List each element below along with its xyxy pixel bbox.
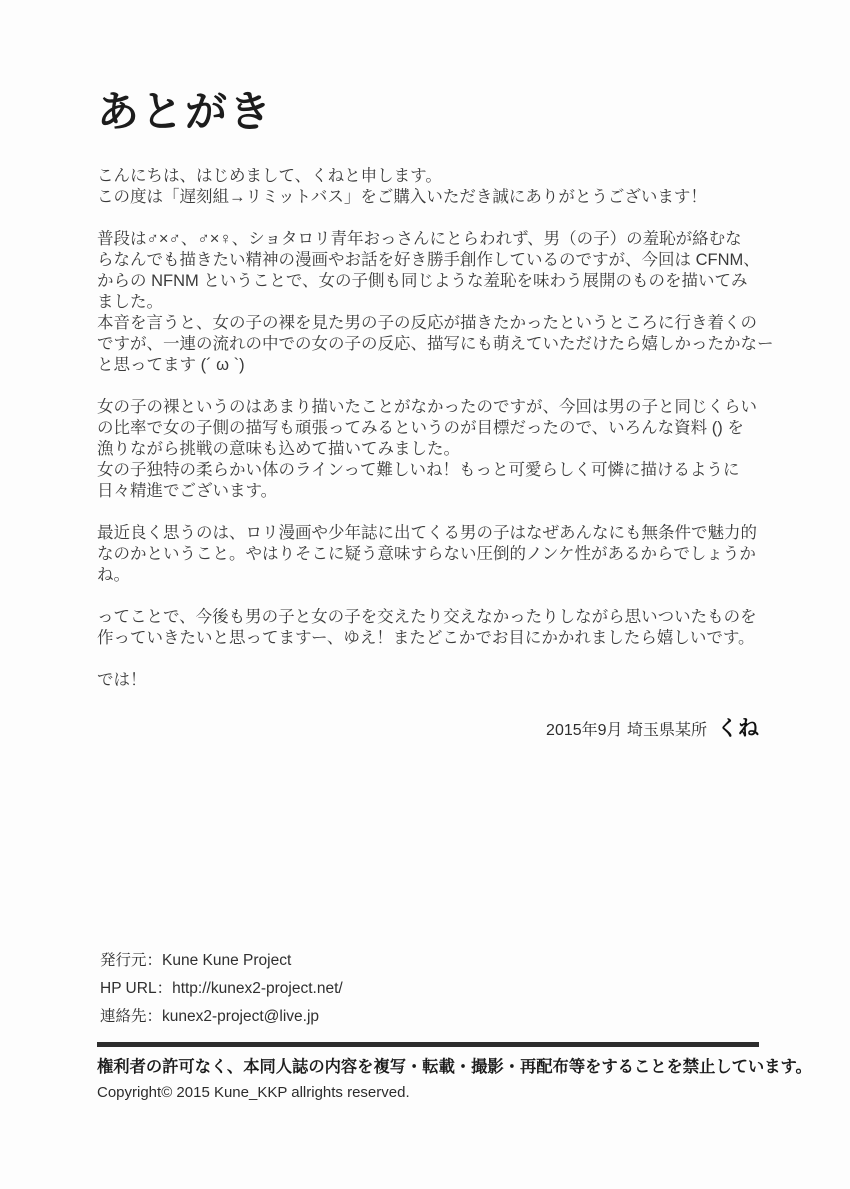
publisher-info [100, 950, 343, 1034]
signature-date-place: 2015年9月 埼玉県某所 [546, 722, 707, 740]
text-line: 女の子独特の柔らかい体のラインって難しいね！もっと可愛らしく可憐に描けるように [97, 461, 740, 480]
text-line: 日々精進でございます。 [97, 482, 278, 501]
hp-url-value: http://kunex2-project.net/ [172, 980, 343, 997]
signature-line [97, 712, 765, 742]
legal-block [97, 1057, 812, 1101]
paragraph [97, 670, 765, 691]
afterword-body [97, 166, 774, 691]
page-title: あとがき [97, 88, 274, 135]
divider-rule [97, 1042, 759, 1047]
paragraph [97, 607, 765, 649]
text-line: と思ってます (´ ω `) [97, 356, 245, 375]
paragraph [97, 523, 765, 586]
text-line: 漁りながら挑戦の意味も込めて描いてみました。 [97, 440, 460, 459]
text-line: らなんでも描きたい精神の漫画やお話を好き勝手創作しているのですが、今回は CFNM、 [97, 251, 760, 270]
publisher-row [100, 950, 343, 971]
contact-value: kunex2-project@live.jp [162, 1008, 320, 1025]
paragraph [97, 397, 765, 502]
text-line: この度は「遅刻組→リミットバス」をご購入いただき誠にありがとうございます！ [97, 188, 707, 207]
text-line: 作っていきたいと思ってますー、ゆえ！またどこかでお目にかかれましたら嬉しいです。 [97, 629, 755, 648]
text-line: の比率で女の子側の描写も頑張ってみるというのが目標だったので、いろんな資料 () を [97, 419, 744, 438]
text-line: 女の子の裸というのはあまり描いたことがなかったのですが、今回は男の子と同じくらい [97, 398, 757, 417]
text-line: 最近良く思うのは、ロリ漫画や少年誌に出てくる男の子はなぜあんなにも無条件で魅力的 [97, 524, 757, 543]
text-line: なのかということ。やはりそこに疑う意味すらない圧倒的ノンケ性があるからでしょうか [97, 545, 756, 564]
publisher-name: Kune Kune Project [162, 952, 292, 969]
paragraph [97, 229, 774, 376]
signature-author: くね [717, 717, 759, 741]
text-line: ました。 [97, 293, 163, 312]
copyright-line: Copyright© 2015 Kune_KKP allrights reserved. [97, 1084, 410, 1101]
contact-label: 連絡先： [100, 1008, 163, 1025]
text-line: ってことで、今後も男の子と女の子を交えたり交えなかったりしながら思いついたものを [97, 608, 757, 627]
paragraph [97, 166, 765, 208]
text-line: からの NFNM ということで、女の子側も同じような羞恥を味わう展開のものを描いてみ [97, 272, 748, 291]
contact-row [100, 1006, 343, 1027]
text-line: 本音を言うと、女の子の裸を見た男の子の反応が描きたかったというところに行き着くの [97, 314, 757, 333]
publisher-label: 発行元： [100, 952, 163, 969]
text-line: ね。 [97, 566, 130, 585]
text-line: ですが、一連の流れの中での女の子の反応、描写にも萌えていただけたら嬉しかったかなー [97, 335, 774, 354]
text-line: では！ [97, 671, 147, 690]
afterword-content [97, 88, 774, 742]
text-line: こんにちは、はじめまして、くねと申します。 [97, 167, 442, 186]
text-line: 普段は♂×♂、♂×♀、ショタロリ青年おっさんにとらわれず、男（の子）の羞恥が絡むな [97, 230, 742, 249]
hp-url-row [100, 978, 343, 999]
reproduction-notice: 権利者の許可なく、本同人誌の内容を複写・転載・撮影・再配布等をすることを禁止しています。 [97, 1058, 812, 1076]
hp-url-label: HP URL： [100, 980, 173, 997]
